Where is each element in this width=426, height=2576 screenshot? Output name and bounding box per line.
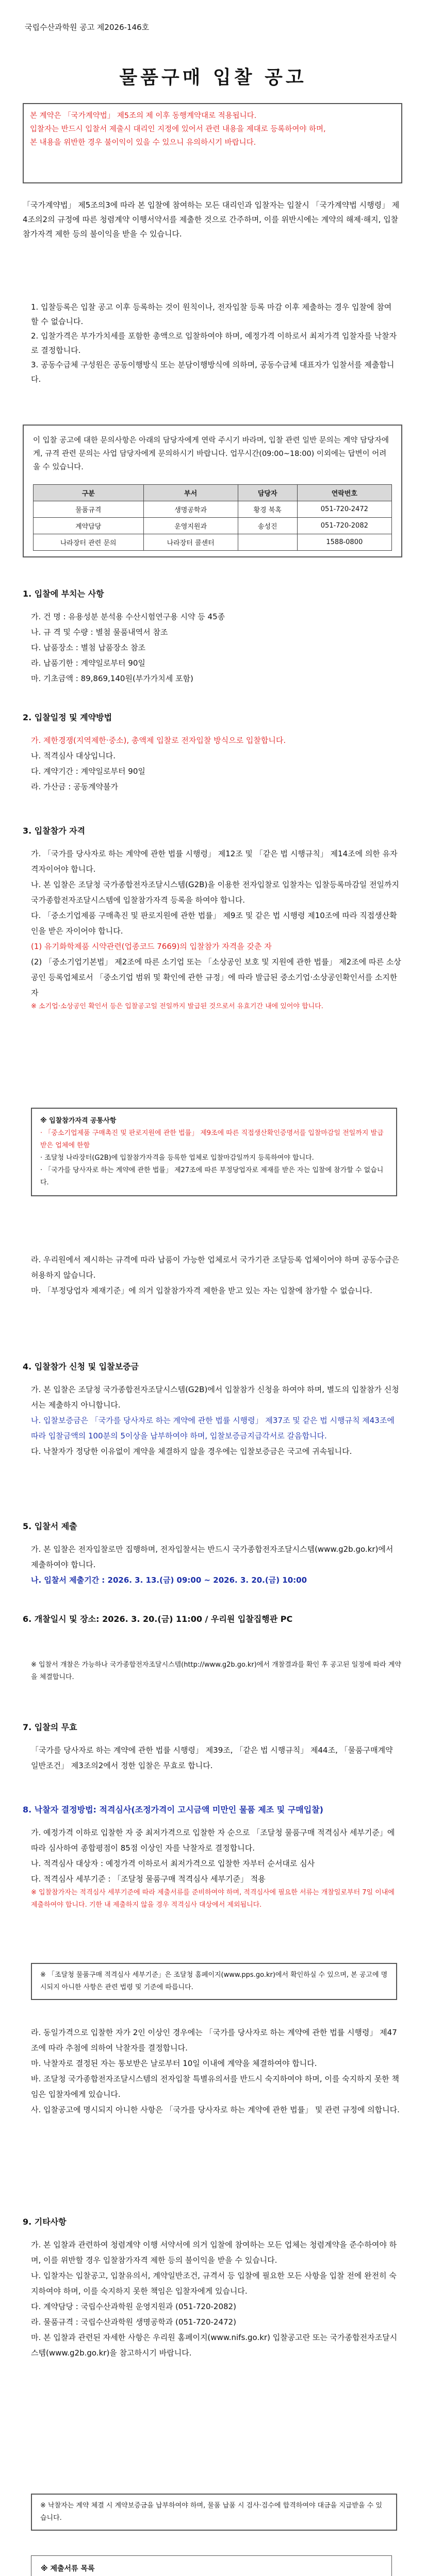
table-cell: 물품규격 bbox=[34, 501, 144, 518]
section-8-extra bbox=[31, 2025, 402, 2117]
section-3-items bbox=[31, 846, 402, 1013]
section-2-title: 2. 입찰일정 및 계약방법 bbox=[23, 713, 112, 722]
list-item: 나. 적격심사 대상입니다. bbox=[31, 751, 116, 760]
list-item: 라. 우리원에서 제시하는 규격에 따라 납품이 가능한 업체로서 국가기관 조달등록 업체이어야 하며 공동수급은 허용하지 않습니다. bbox=[31, 1255, 400, 1280]
section-2-items bbox=[31, 733, 402, 794]
section-4-title: 4. 입찰참가 신청 및 입찰보증금 bbox=[23, 1362, 139, 1371]
list-item: 가. 「국가를 당사자로 하는 계약에 관한 법률 시행령」 제12조 및 「같은 법 시행규칙」 제14조에 의한 유자격자이어야 합니다. bbox=[31, 849, 398, 874]
list-item: 1. 입찰등록은 입찰 공고 이후 등록하는 것이 원칙이나, 전자입찰 등록 마감 이후 제출하는 경우 입찰에 참여할 수 없습니다. bbox=[31, 302, 392, 326]
table-cell: 황경 북혹 bbox=[238, 501, 297, 518]
list-item: 라. 동일가격으로 입찰한 자가 2인 이상인 경우에는 「국가를 당사자로 하는 계약에 관한 법률 시행령」 제47조에 따라 추첨에 의하여 낙찰자를 결정합니다. bbox=[31, 2028, 397, 2053]
list-item: 나. 입찰서 제출기간 : 2026. 3. 13.(금) 09:00 ~ 2026. 3. 20.(금) 10:00 bbox=[31, 1575, 307, 1585]
list-item: 라. 가산금 : 공동계약불가 bbox=[31, 782, 119, 791]
notice-list bbox=[31, 300, 397, 386]
table-cell bbox=[238, 534, 297, 551]
contact-table bbox=[33, 484, 392, 551]
section-1-title: 1. 입찰에 부치는 사항 bbox=[23, 589, 104, 599]
section-6-note: ※ 입찰서 개찰은 가능하나 국가종합전자조달시스템(http://www.g2b.go.kr)에서 개찰결과를 확인 후 공고된 일정에 따라 계약을 체결합니다. bbox=[31, 1661, 401, 1681]
notice-box bbox=[23, 103, 402, 183]
list-item: 바. 조달청 국가종합전자조달시스템의 전자입찰 특별유의서를 반드시 숙지하여야 하며, 이를 숙지하지 못한 책임은 입찰자에게 있습니다. bbox=[31, 2074, 400, 2099]
section-4-items bbox=[31, 1382, 402, 1459]
intro-paragraph: 「국가계약법」 제5조의3에 따라 본 입찰에 참여하는 모든 대리인과 입찰자는 입찰시 「국가계약법 시행령」 제4조의2의 규정에 따른 청렴계약 이행서약서를 제출한 것으로 간주하며, 이를 위반시에는 계약의 해제·해지, 입찰참가자격 제한 등의 불이익을 받을 수 있습니다. bbox=[23, 200, 400, 239]
criteria-note-box: ※ 「조달청 물품구매 적격심사 세부기준」은 조달청 홈페이지(www.pps.go.kr)에서 확인하실 수 있으며, 본 공고에 명시되지 아니한 사항은 관련 법령 및 기준에 따릅니다. bbox=[31, 1963, 397, 2000]
notice-line: 본 내용을 위반한 경우 불이익이 있을 수 있으니 유의하시기 바랍니다. bbox=[30, 139, 256, 147]
section-3-title: 3. 입찰참가 자격 bbox=[23, 826, 86, 836]
note-title: ※ 입찰참가자격 공통사항 bbox=[40, 1117, 117, 1125]
contact-box bbox=[23, 425, 402, 557]
list-item: 다. 납품장소 : 별첨 납품장소 참조 bbox=[31, 643, 146, 652]
table-cell: 생명공학과 bbox=[143, 501, 238, 518]
section-7-title: 7. 입찰의 무효 bbox=[23, 1722, 77, 1732]
table-header: 부서 bbox=[143, 485, 238, 501]
list-item: 가. 본 입찰과 관련하여 청렴계약 이행 서약서에 의거 입찰에 참여하는 모든 업체는 청렴계약을 준수하여야 하며, 이를 위반할 경우 입찰참가자격 제한 등의 불이익을 받을 수 있습니다. bbox=[31, 2240, 397, 2265]
list-item: 다. 낙찰자가 정당한 이유없이 계약을 체결하지 않을 경우에는 입찰보증금은 국고에 귀속됩니다. bbox=[31, 1447, 352, 1456]
list-item: 다. 계약기간 : 계약일로부터 90일 bbox=[31, 767, 145, 776]
table-header-row bbox=[34, 485, 392, 501]
list-item: 나. 본 입찰은 조달청 국가종합전자조달시스템(G2B)을 이용한 전자입찰로 입찰자는 입찰등록마감일 전일까지 국가종합전자조달시스템에 입찰참가자격 등록을 하여야 합니다. bbox=[31, 880, 399, 905]
document-number: 국립수산과학원 공고 제2026-146호 bbox=[25, 23, 150, 32]
eligibility-note-box bbox=[31, 1108, 397, 1196]
contract-note-box: ※ 낙찰자는 계약 체결 시 계약보증금을 납부하여야 하며, 물품 납품 시 검사·검수에 합격하여야 대금을 지급받을 수 있습니다. bbox=[31, 2494, 397, 2531]
list-item: 나. 규 격 및 수량 : 별첨 물품내역서 참조 bbox=[31, 628, 168, 637]
list-item: 마. 본 입찰과 관련된 자세한 사항은 우리원 홈페이지(www.nifs.go.kr) 입찰공고란 또는 국가종합전자조달시스템(www.g2b.go.kr)을 참고하시기 바랍니다. bbox=[31, 2333, 398, 2358]
list-item: 사. 입찰공고에 명시되지 아니한 사항은 「국가를 당사자로 하는 계약에 관한 법률」 및 관련 규정에 의합니다. bbox=[31, 2105, 400, 2114]
table-header: 담당자 bbox=[238, 485, 297, 501]
section-5-items bbox=[31, 1541, 402, 1588]
list-item: 마. 「부정당업자 제재기준」에 의거 입찰참가자격 제한을 받고 있는 자는 입찰에 참가할 수 없습니다. bbox=[31, 1286, 372, 1295]
section-8-items bbox=[31, 1825, 402, 1911]
section-9-items bbox=[31, 2237, 402, 2361]
list-item: 나. 입찰보증금은 「국가를 당사자로 하는 계약에 관한 법률 시행령」 제37조 및 같은 법 시행규칙 제43조에 따라 입찰금액의 100분의 5이상을 납부하여야 하며, 입찰보증금지급각서로 갈음합니다. bbox=[31, 1416, 395, 1440]
table-cell: 운영지원과 bbox=[143, 518, 238, 534]
list-item: 다. 「중소기업제품 구매촉진 및 판로지원에 관한 법률」 제9조 및 같은 법 시행령 제10조에 따라 직접생산확인을 받은 자이어야 합니다. bbox=[31, 911, 397, 936]
section-3-extra bbox=[31, 1252, 402, 1298]
note-line: · 「중소기업제품 구매촉진 및 판로지원에 관한 법률」 제9조에 따른 직접생산확인증명서를 입찰마감일 전일까지 발급받은 업체에 한함 bbox=[40, 1129, 384, 1149]
list-item: 가. 제한경쟁(지역제한·중소), 총액제 입찰로 전자입찰 방식으로 입찰합니다. bbox=[31, 736, 286, 745]
list-item: 2. 입찰가격은 부가가치세를 포함한 총액으로 입찰하여야 하며, 예정가격 이하로서 최저가격 입찰자를 낙찰자로 결정합니다. bbox=[31, 331, 397, 355]
attachments-box bbox=[31, 2555, 392, 2576]
list-item: 가. 본 입찰은 조달청 국가종합전자조달시스템(G2B)에서 입찰참가 신청을 하여야 하며, 별도의 입찰참가 신청서는 제출하지 아니합니다. bbox=[31, 1385, 399, 1410]
table-header: 연락번호 bbox=[297, 485, 391, 501]
section-5-title: 5. 입찰서 제출 bbox=[23, 1521, 77, 1531]
table-row bbox=[34, 534, 392, 551]
list-item: ※ 입찰참가자는 적격심사 세부기준에 따라 제출서류를 준비하여야 하며, 적격심사에 필요한 서류는 개찰일로부터 7일 이내에 제출하여야 합니다. 기한 내 제출하지 않을 경우 적격심사 대상에서 제외됩니다. bbox=[31, 1889, 395, 1909]
attachments-title: ※ 제출서류 목록 bbox=[41, 2565, 95, 2573]
notice-line: 본 계약은 「국가계약법」 제5조의 제 이후 동행계약대로 적용됩니다. bbox=[30, 112, 257, 120]
list-item: 가. 건 명 : 유용성분 분석용 수산시험연구용 시약 등 45종 bbox=[31, 612, 225, 621]
list-item: (1) 유기화학제품 시약관련(업종코드 7669)의 입찰참가 자격을 갖춘 자 bbox=[31, 942, 272, 951]
list-item: 나. 적격심사 대상자 : 예정가격 이하로서 최저가격으로 입찰한 자부터 순서대로 심사 bbox=[31, 1859, 315, 1868]
list-item: 라. 물품규격 : 국립수산과학원 생명공학과 (051-720-2472) bbox=[31, 2317, 236, 2327]
note-line: · 조달청 나라장터(G2B)에 입찰참가자격을 등록한 업체로 입찰마감일까지 등록하여야 합니다. bbox=[40, 1154, 314, 1162]
notice-line: 입찰자는 반드시 입찰서 제출시 대리인 지정에 있어서 관련 내용을 제대로 등록하여야 하며, bbox=[30, 125, 326, 133]
list-item: 3. 공동수급체 구성원은 공동이행방식 또는 분담이행방식에 의하며, 공동수급체 대표자가 입찰서를 제출합니다. bbox=[31, 360, 395, 384]
page-title: 물품구매 입찰 공고 bbox=[119, 67, 307, 88]
list-item: 나. 입찰자는 입찰공고, 입찰유의서, 계약일반조건, 규격서 등 입찰에 필요한 모든 사항을 입찰 전에 완전히 숙지하여야 하며, 이를 숙지하지 못한 책임은 입찰자에게 있습니다. bbox=[31, 2271, 397, 2296]
list-item: 가. 본 입찰은 전자입찰로만 집행하며, 전자입찰서는 반드시 국가종합전자조달시스템(www.g2b.go.kr)에서 제출하여야 합니다. bbox=[31, 1545, 394, 1569]
list-item: 다. 계약담당 : 국립수산과학원 운영지원과 (051-720-2082) bbox=[31, 2302, 236, 2311]
contact-intro: 이 입찰 공고에 대한 문의사항은 아래의 담당자에게 연락 주시기 바라며, 입찰 관련 일반 문의는 계약 담당자에게, 규격 관련 문의는 사업 담당자에게 문의하시기 바랍니다. 업무시간(09:00~18:00) 이외에는 답변이 어려울 수 있습니다. bbox=[33, 436, 389, 471]
section-1-items bbox=[31, 609, 402, 686]
table-cell: 051-720-2472 bbox=[297, 501, 391, 518]
section-8-title: 8. 낙찰자 결정방법: 적격심사(조정가격이 고시금액 미만인 물품 제조 및 구매입찰) bbox=[23, 1805, 323, 1815]
table-row bbox=[34, 518, 392, 534]
table-cell: 051-720-2082 bbox=[297, 518, 391, 534]
table-cell: 송성진 bbox=[238, 518, 297, 534]
list-item: 라. 납품기한 : 계약일로부터 90일 bbox=[31, 658, 145, 668]
list-item: (2) 「중소기업기본법」 제2조에 따른 소기업 또는 「소상공인 보호 및 지원에 관한 법률」 제2조에 따른 소상공인 등록업체로서 「중소기업 범위 및 확인에 관한 규정」에 따라 발급된 중소기업·소상공인확인서를 소지한 자 bbox=[31, 957, 401, 997]
list-item: 마. 낙찰자로 결정된 자는 통보받은 날로부터 10일 이내에 계약을 체결하여야 합니다. bbox=[31, 2059, 317, 2068]
table-cell: 계약담당 bbox=[34, 518, 144, 534]
table-row bbox=[34, 501, 392, 518]
section-6-title: 6. 개찰일시 및 장소: 2026. 3. 20.(금) 11:00 / 우리원 입찰집행관 PC bbox=[23, 1614, 293, 1624]
table-cell: 나라장터 관련 문의 bbox=[34, 534, 144, 551]
section-7-text: 「국가를 당사자로 하는 계약에 관한 법률 시행령」 제39조, 「같은 법 시행규칙」 제44조, 「물품구매계약 일반조건」 제3조의2에서 정한 입찰은 무효로 합니다. bbox=[31, 1745, 393, 1770]
note-line: · 「국가를 당사자로 하는 계약에 관한 법률」 제27조에 따른 부정당업자로 제재를 받은 자는 입찰에 참가할 수 없습니다. bbox=[40, 1166, 384, 1187]
list-item: 마. 기초금액 : 89,869,140원(부가가치세 포함) bbox=[31, 674, 193, 683]
table-cell: 1588-0800 bbox=[297, 534, 391, 551]
list-item: ※ 소기업·소상공인 확인서 등은 입찰공고일 전일까지 발급된 것으로서 유효기간 내에 있어야 합니다. bbox=[31, 1003, 323, 1010]
list-item: 가. 예정가격 이하로 입찰한 자 중 최저가격으로 입찰한 자 순으로 「조달청 물품구매 적격심사 세부기준」에 따라 심사하여 종합평점이 85점 이상인 자를 낙찰자로 결정합니다. bbox=[31, 1828, 395, 1853]
table-cell: 나라장터 콜센터 bbox=[143, 534, 238, 551]
section-9-title: 9. 기타사항 bbox=[23, 2217, 67, 2227]
table-header: 구분 bbox=[34, 485, 144, 501]
list-item: 다. 적격심사 세부기준 : 「조달청 물품구매 적격심사 세부기준」 적용 bbox=[31, 1874, 266, 1884]
